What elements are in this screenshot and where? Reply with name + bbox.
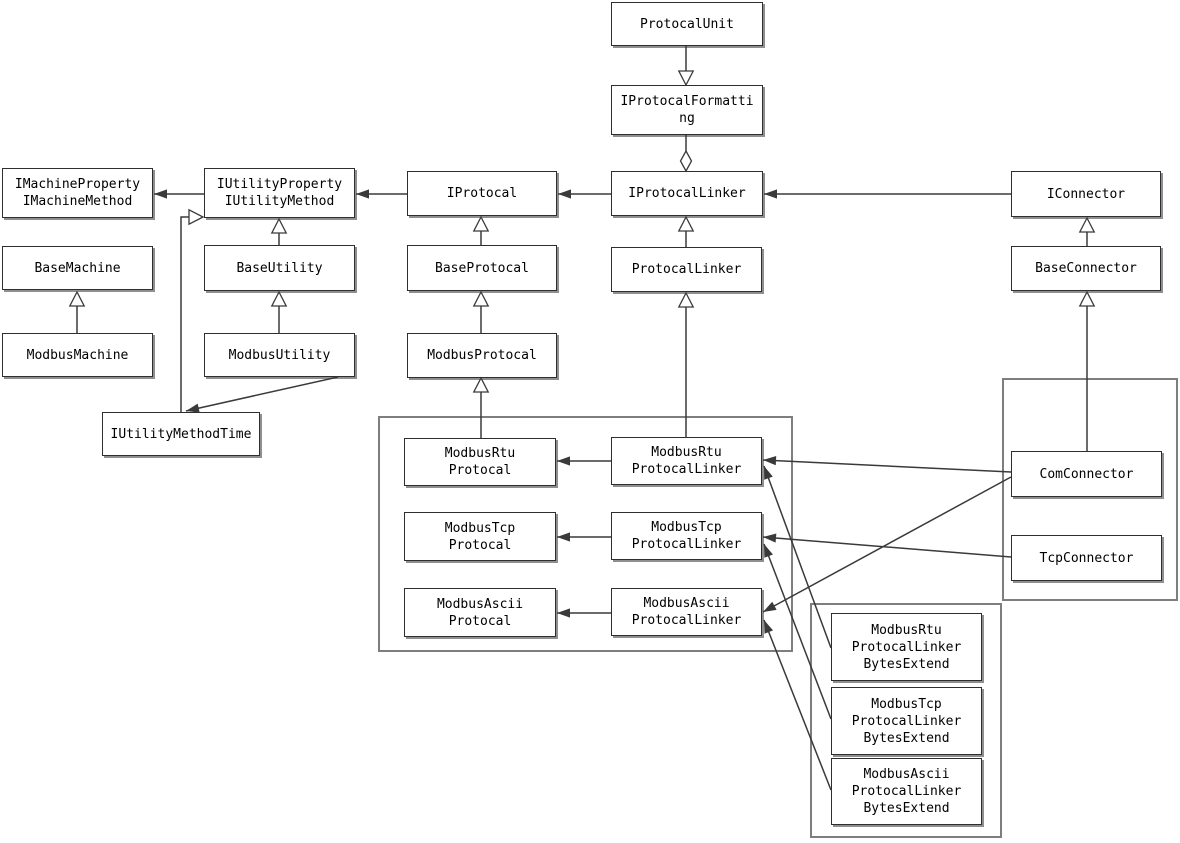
edge-association-iprotocal-linker--iprotocal [558, 189, 611, 198]
class-name-line: IUtilityProperty [216, 177, 343, 192]
association-arrowhead [356, 189, 369, 198]
node-modbus-tcp-protocal [404, 512, 556, 561]
class-name-line: ModbusRtu [871, 622, 942, 638]
node-iprotocal [407, 171, 557, 216]
node-modbus-tcp-protocal-linker-bytes-extend [831, 687, 982, 755]
class-name-line: ModbusProtocal [427, 348, 537, 363]
class-name-line: ProtocalLinker [631, 613, 742, 628]
edge-generalization-protocal-unit--iprotocal-formatting [679, 46, 693, 85]
class-name-line: ng [679, 111, 695, 126]
edge-association-iutility-property-method--imachine-property-method [154, 189, 204, 198]
edge-generalization-base-connector--iconnector [1080, 218, 1094, 246]
generalization-arrowhead [70, 292, 84, 306]
node-modbus-ascii-protocal [404, 588, 556, 637]
node-tcp-connector [1011, 535, 1162, 581]
edge-generalization-modbus-machine--base-machine [70, 292, 84, 333]
class-name-line: IUtilityMethod [224, 194, 335, 209]
association-arrowhead [558, 189, 571, 198]
node-modbus-rtu-protocal-linker [611, 437, 762, 485]
class-name-line: ModbusUtility [228, 347, 331, 363]
class-name-line: IConnector [1046, 186, 1126, 202]
generalization-arrowhead [272, 292, 286, 306]
edge-generalization-protocal-linker--iprotocal-linker [679, 217, 693, 247]
edge-association-com-connector--modbus-rtu-protocal-linker [763, 456, 1011, 472]
edge-generalization-base-utility--iutility-property-method [272, 219, 286, 245]
node-modbus-rtu-protocal-linker-bytes-extend [831, 613, 982, 681]
class-name-line: BytesExtend [863, 656, 950, 672]
class-name-line: Protocal [448, 613, 512, 629]
generalization-arrowhead [679, 71, 693, 85]
node-base-machine [2, 246, 153, 290]
class-name-line: ModbusAscii [436, 596, 524, 612]
node-iconnector [1011, 171, 1161, 217]
node-modbus-utility [204, 333, 355, 377]
aggregation-arrowhead [681, 151, 692, 171]
class-name-line: Protocal [448, 463, 512, 478]
generalization-arrowhead [679, 293, 693, 307]
node-base-utility [204, 245, 355, 291]
class-name-line: ModbusTcp [444, 520, 516, 536]
node-protocal-unit [611, 2, 763, 46]
edge-association-tcp-connector--modbus-tcp-protocal-linker [763, 533, 1011, 557]
class-name-line: IMachineProperty [14, 177, 141, 192]
class-name-line: ModbusTcp [871, 696, 942, 712]
class-name-line: ProtocalLinker [851, 784, 962, 799]
class-name-line: ProtocalLinker [851, 713, 962, 729]
generalization-arrowhead [189, 210, 203, 224]
class-name-line: IProtocalLinker [628, 186, 746, 201]
class-name-line: BaseConnector [1035, 261, 1137, 276]
generalization-arrowhead [474, 217, 488, 231]
class-name-line: ProtocalUnit [640, 16, 734, 32]
generalization-arrowhead [1080, 292, 1094, 306]
edge-association-modbus-utility--iutility-method-time [186, 377, 338, 413]
node-imachine-property-method [2, 168, 153, 218]
generalization-arrowhead [679, 217, 693, 231]
edge-generalization-modbus-protocal--base-protocal [474, 292, 488, 333]
edge-association-com-connector--modbus-ascii-protocal-linker [763, 477, 1011, 612]
class-name-line: IUtilityMethodTime [110, 426, 252, 442]
node-modbus-ascii-protocal-linker-bytes-extend [831, 758, 982, 825]
class-name-line: IProtocal [446, 186, 518, 201]
class-name-line: ModbusAscii [643, 596, 730, 611]
node-iprotocal-formatting [611, 85, 763, 135]
class-name-line: ModbusRtu [651, 445, 722, 460]
class-name-line: ModbusRtu [444, 446, 516, 461]
node-iutility-method-time [102, 412, 260, 456]
class-name-line: IProtocalFormatti [620, 94, 754, 109]
class-name-line: BaseProtocal [435, 260, 529, 276]
node-iutility-property-method [204, 168, 355, 218]
generalization-arrowhead [474, 292, 488, 306]
class-name-line: ModbusTcp [651, 520, 722, 535]
class-name-line: ProtocalLinker [631, 262, 742, 277]
class-name-line: BaseUtility [236, 260, 323, 276]
generalization-arrowhead [272, 219, 286, 233]
node-protocal-linker [611, 247, 762, 292]
class-name-line: ModbusMachine [26, 347, 129, 363]
class-name-line: ProtocalLinker [631, 537, 742, 552]
node-modbus-ascii-protocal-linker [611, 588, 762, 636]
association-arrowhead [154, 189, 167, 198]
association-arrowhead [764, 189, 777, 198]
edge-aggregation-iprotocal-formatting--iprotocal-linker [681, 135, 692, 171]
class-name-line: BytesExtend [863, 801, 950, 816]
class-name-line: BytesExtend [863, 730, 950, 746]
class-name-line: TcpConnector [1039, 550, 1134, 566]
edge-generalization-base-protocal--iprotocal [474, 217, 488, 245]
class-name-line: BaseMachine [34, 260, 121, 276]
edge-association-iconnector--iprotocal-linker [764, 189, 1011, 198]
node-com-connector [1011, 451, 1162, 497]
edge-generalization-modbus-utility--base-utility [272, 292, 286, 333]
generalization-arrowhead [1080, 218, 1094, 232]
node-iprotocal-linker [611, 171, 763, 216]
node-modbus-machine [2, 333, 153, 377]
edge-generalization-iutility-method-time--iutility-property-method [181, 210, 203, 412]
generalization-arrowhead [474, 378, 488, 392]
node-modbus-tcp-protocal-linker [611, 512, 762, 560]
class-name-line: Protocal [448, 537, 512, 553]
node-modbus-rtu-protocal [404, 438, 556, 486]
node-base-connector [1011, 246, 1161, 291]
class-name-line: ComConnector [1039, 466, 1134, 482]
class-name-line: IMachineMethod [22, 194, 133, 209]
node-base-protocal [407, 245, 557, 291]
class-name-line: ModbusAscii [863, 767, 950, 782]
class-name-line: ProtocalLinker [851, 639, 962, 655]
edge-association-iprotocal--iutility-property-method [356, 189, 407, 198]
class-name-line: ProtocalLinker [631, 462, 742, 477]
node-modbus-protocal [407, 333, 557, 378]
